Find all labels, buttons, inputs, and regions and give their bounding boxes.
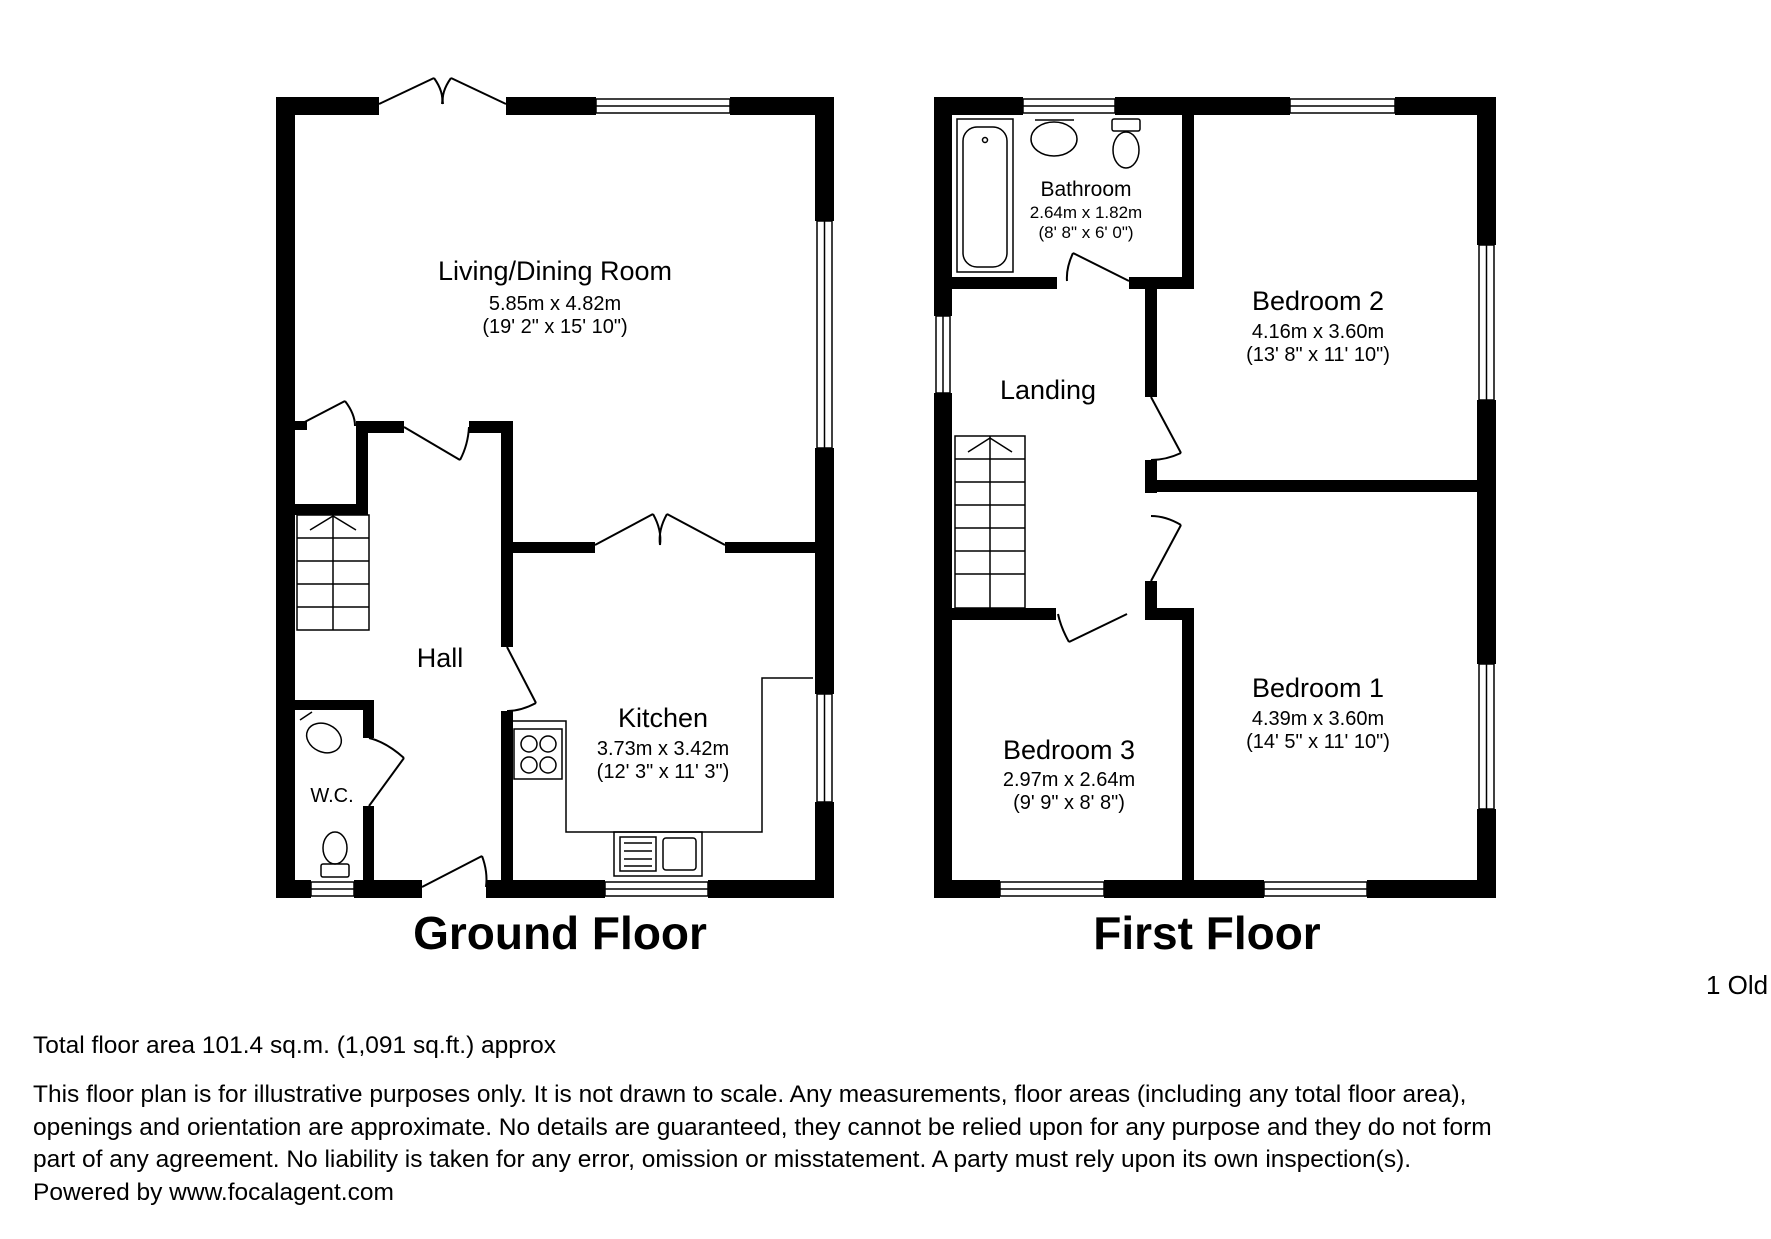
- disclaimer-line: part of any agreement. No liability is taken for any error, omission or misstatement. A party must rely upon its own inspection(s).: [33, 1146, 1412, 1173]
- wc-label: W.C.: [310, 785, 354, 807]
- landing-label: Landing: [999, 375, 1097, 405]
- bathroom-label: Bathroom: [1040, 178, 1132, 201]
- total-floor-area: Total floor area 101.4 sq.m. (1,091 sq.ft.) approx: [33, 1032, 556, 1059]
- ground-floor-windows: [311, 99, 832, 896]
- first-floor-labels: [1000, 178, 1390, 959]
- ground-floor-stairs: [297, 515, 369, 630]
- bathroom-dim-metric: 2.64m x 1.82m: [1029, 203, 1143, 222]
- disclaimer-line: openings and orientation are approximate. No details are guaranteed, they cannot be relied upon for any purpose and they do not form: [33, 1113, 1492, 1141]
- bedroom-1-label: Bedroom 1: [1251, 673, 1385, 703]
- first-floor-stairs: [955, 436, 1025, 608]
- wc-basin-icon: [300, 712, 346, 758]
- bedroom-3-dim-imperial: (9' 9" x 8' 8"): [1013, 792, 1125, 814]
- bathroom-dim-imperial: (8' 8" x 6' 0"): [1038, 223, 1134, 242]
- hob-icon: [514, 729, 562, 779]
- first-floor-interior-walls: [952, 115, 1477, 880]
- first-floor-plan: [934, 97, 1496, 959]
- bedroom-2-label: Bedroom 2: [1251, 286, 1385, 316]
- living-room-label: Living/Dining Room: [437, 256, 673, 286]
- kitchen-dim-imperial: (12' 3" x 11' 3"): [596, 761, 730, 783]
- toilet-icon: [321, 832, 349, 877]
- powered-by-text: Powered by www.focalagent.com: [33, 1178, 394, 1206]
- hall-label: Hall: [416, 643, 464, 673]
- ground-floor-interior-walls: [276, 421, 815, 898]
- ground-floor-plan: [276, 78, 834, 959]
- bedroom-2-dim-metric: 4.16m x 3.60m: [1251, 321, 1385, 343]
- first-floor-doors: [1058, 253, 1181, 642]
- bedroom-1-dim-metric: 4.39m x 3.60m: [1251, 708, 1385, 730]
- living-room-dim-metric: 5.85m x 4.82m: [488, 293, 622, 315]
- address-fragment: 1 Old: [1706, 970, 1769, 1000]
- first-floor-title: First Floor: [1093, 907, 1321, 959]
- basin-icon: [1031, 120, 1077, 156]
- bedroom-3-dim-metric: 2.97m x 2.64m: [1002, 769, 1136, 791]
- bedroom-3-label: Bedroom 3: [1002, 735, 1136, 765]
- disclaimer: [33, 1079, 1733, 1209]
- bedroom-2-dim-imperial: (13' 8" x 11' 10"): [1246, 344, 1390, 366]
- living-room-dim-imperial: (19' 2" x 15' 10"): [482, 316, 628, 338]
- sink-icon: [614, 832, 702, 876]
- ground-floor-title: Ground Floor: [413, 907, 707, 959]
- bath-icon: [957, 119, 1013, 272]
- bedroom-1-dim-imperial: (14' 5" x 11' 10"): [1246, 731, 1390, 753]
- kitchen-label: Kitchen: [617, 703, 709, 733]
- disclaimer-line: This floor plan is for illustrative purposes only. It is not drawn to scale. Any measurements, floor areas (including any total floor area),: [33, 1081, 1467, 1108]
- bathroom-toilet-icon: [1112, 119, 1140, 168]
- kitchen-dim-metric: 3.73m x 3.42m: [596, 738, 730, 760]
